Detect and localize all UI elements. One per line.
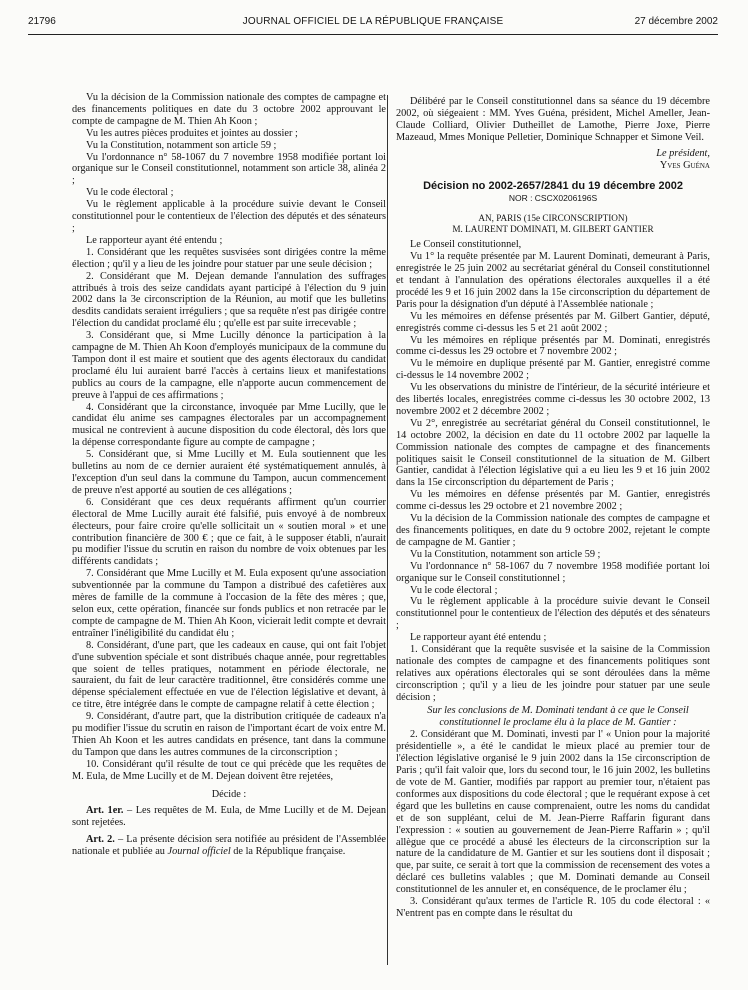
parties-heading: M. LAURENT DOMINATI, M. GILBERT GANTIER [452,224,654,235]
article-1-label: Art. 1er. [86,805,124,817]
deliberation: Délibéré par le Conseil constitutionnel dans sa séance du 19 décembre 2002, où siégeaient : MM. Yves Guéna, président, Michel Ameller, Jean-Claude Colliard, Olivier Dutheillet de Lamothe, Pierre Joxe, Pierre Mazeaud, Mmes Monique Pelletier, Dominique Schnapper et Simone Veil. [396,96,710,143]
article-2 [72,834,386,858]
paragraph: 4. Considérant que la circonstance, invoquée par Mme Lucilly, que le candidat élu anime ses campagnes électorales par un accompagnement musical ne contrevient à aucune disposition du code électoral, dès lors que la dépense correspondante figure au compte de campagne ; [72,401,386,449]
paragraph: Vu l'ordonnance n° 58-1067 du 7 novembre 1958 modifiée portant loi organique sur le Conseil constitutionnel ; [396,560,710,584]
paragraph: Vu les observations du ministre de l'intérieur, de la sécurité intérieure et des libertés locales, enregistrées comme ci-dessus les 30 octobre 2002, 13 novembre 2002 et 2 décembre 2002 ; [396,382,710,417]
decide-heading: Décide : [211,788,247,800]
decision-title: Décision no 2002-2657/2841 du 19 décembre 2002 [423,180,683,193]
page-number: 21796 [28,16,56,27]
article-2-text-a: – La présente décision sera notifiée au président de l'Assemblée nationale et publiée au [72,834,386,858]
paragraph: 10. Considérant qu'il résulte de tout ce qui précède que les requêtes de M. Eula, de Mme Lucilly et de M. Dejean doivent être rejetées, [72,758,386,782]
paragraph: 3. Considérant qu'aux termes de l'article R. 105 du code électoral : « N'entrent pas en compte dans le résultat du [396,896,710,919]
header-rule [28,34,718,35]
paragraph: Le rapporteur ayant été entendu ; [86,234,223,246]
paragraph: Vu le code électoral ; [410,584,498,596]
article-2-label: Art. 2. [86,834,115,846]
paragraph: Vu 1° la requête présentée par M. Laurent Dominati, demeurant à Paris, enregistrée le 25 juin 2002 au secrétariat général du Conseil constitutionnel et tendant à l'annulation des opérations électorales auxquelles il a été procédé les 9 et 16 juin 2002 dans la 15e circonscription du département de Paris pour la désignation d'un député à l'Assemblée nationale ; [396,251,710,310]
paragraph: Vu le règlement applicable à la procédure suivie devant le Conseil constitutionnel pour le contentieux de l'élection des députés et des sénateurs ; [72,199,386,234]
article-1 [72,805,386,829]
paragraph: Vu la Constitution, notamment son article 59 ; [86,139,277,151]
paragraph: 2. Considérant que M. Dominati, investi par l' « Union pour la majorité présidentielle », a été le candidat le mieux placé au premier tour de l'élection législative organisé le 9 juin 2002 dans la 15e circonscription de Paris ; qu'il fait valoir que, lors du second tour, le 16 juin 2002, les bulletins de vote de M. Gantier, modifiés par rapport au premier tour, n'étaient pas conformes aux dispositions du code électoral ; que le requérant expose à cet égard que les bulletins en cause comprenaient, outre les noms du candidat et de son suppléant, celui de M. Jean-Pierre Raffarin figurant dans l'expression : « soutien au gouvernement de Jean-Pierre Raffarin » ; qu'il allègue que ce procédé a abusé les électeurs de la circonscription sur la nature de la candidature de M. Gantier et sur les soutiens dont il disposait ; que, par suite, ce serait à tort que la commission de recensement des votes a déclaré ces bulletins valables ; que M. Dominati demande au Conseil constitutionnel de les annuler et, en conséquence, de le proclamer élu ; [396,729,710,896]
paragraph: Vu les mémoires en défense présentés par M. Gilbert Gantier, député, enregistrés comme ci-dessus les 5 et 21 août 2002 ; [396,310,710,334]
circonscription-heading: AN, PARIS (15e CIRCONSCRIPTION) [478,213,628,224]
nor-reference: NOR : CSCX0206196S [508,193,598,204]
paragraph: Vu le code électoral ; [86,187,174,199]
article-2-text-b: de la République française. [230,846,346,858]
paragraph: 5. Considérant que, si Mme Lucilly et M. Eula soutiennent que les bulletins au nom de ce dernier auraient été systématiquement annulés, à l'exception d'un seul dans la commune du Tampon, aucun commencement de preuve n'est apporté au soutien de ces allégations ; [72,449,386,496]
paragraph: 1. Considérant que la requête susvisée et la saisine de la Commission nationale des comptes de campagne et des financements politiques sont relatives aux opérations électorales qui se sont déroulées dans la même circonscription ; qu'il y a lieu de les joindre pour statuer par une seule décision ; [396,644,710,703]
column-divider [387,95,388,965]
paragraph: Vu le mémoire en duplique présenté par M. Gantier, enregistré comme ci-dessus le 14 novembre 2002 ; [396,358,710,382]
paragraph: Vu 2°, enregistrée au secrétariat général du Conseil constitutionnel, le 14 octobre 2002, la décision en date du 11 octobre 2002 par laquelle la Commission nationale des comptes de campagne et des financements politiques saisit le Conseil constitutionnel de la situation de M. Gilbert Gantier, candidat à l'élection législative qui a eu lieu les 9 et 16 juin 2002 dans la 15e circonscription du département de Paris ; [396,417,710,489]
journal-title: JOURNAL OFFICIEL DE LA RÉPUBLIQUE FRANÇAISE [242,16,504,27]
issue-date: 27 décembre 2002 [634,16,718,27]
paragraph: 8. Considérant, d'une part, que les cadeaux en cause, qui ont fait l'objet d'une subvention spéciale et sont distribués chaque année, pour regrettables que soient de telles pratiques, notamment en période électorale, ne sauraient, du fait de leur caractère traditionnel, être considérés comme une dépense spécialement effectuée en vue de l'élection législative et devant, à ce titre, être intégrée dans le compte de campagne relatif à cette élection ; [72,639,386,711]
paragraph: Vu le règlement applicable à la procédure suivie devant le Conseil constitutionnel pour le contentieux de l'élection des députés et des sénateurs ; [396,596,710,632]
paragraph: Le rapporteur ayant été entendu ; [410,632,547,644]
right-column [396,96,710,920]
paragraph: Vu les mémoires en défense présentés par M. Gantier, enregistrés comme ci-dessus les 29 octobre et 21 novembre 2002 ; [396,489,710,513]
paragraph: Vu la décision de la Commission nationale des comptes de campagne et des financements politiques en date du 3 octobre 2002 approuvant le compte de campagne de M. Thien Ah Koon ; [72,92,386,127]
paragraph: 7. Considérant que Mme Lucilly et M. Eula exposent qu'une association subventionnée par la commune du Tampon a distribué des cafetières aux mères de famille de la commune à l'occasion de la fête des mères ; que, selon eux, cette opération, financée sur fonds publics et non retracée par le compte de campagne de M. Thien Ah Koon, vicierait ledit compte et devrait entraîner l'inéligibilité du candidat élu ; [72,568,386,639]
paragraph: Vu la décision de la Commission nationale des comptes de campagne et des financements politiques, en date du 9 octobre 2002, rejetant le compte de campagne de M. Gantier ; [396,513,710,548]
left-column [72,92,386,858]
paragraph: 2. Considérant que M. Dejean demande l'annulation des suffrages attribués à trois des seize candidats ayant participé à l'élection du 9 juin 2002 dans la 3e circonscription de la Réunion, au motif que les bulletins desdits candidats seraient irréguliers ; que sa requête n'est pas dirigée contre l'élection du candidat proclamé élu ; qu'elle est par suite irrecevable ; [72,270,386,330]
paragraph: Vu les autres pièces produites et jointes au dossier ; [86,127,298,139]
article-2-journal: Journal officiel [167,846,231,858]
paragraph: Vu la Constitution, notamment son article 59 ; [410,548,601,560]
paragraph: Vu les mémoires en réplique présentés par M. Dominati, enregistrés comme ci-dessus les 29 octobre et 7 novembre 2002 ; [396,334,710,358]
paragraph: 1. Considérant que les requêtes susvisées sont dirigées contre la même élection ; qu'il y a lieu de les joindre pour statuer par une seule décision ; [72,246,386,270]
paragraph: 3. Considérant que, si Mme Lucilly dénonce la participation à la campagne de M. Thien Ah Koon d'employés municipaux de la commune du Tampon dont il est maire et soutient que des agents électoraux du candidat proclamé élu lui auraient barré l'accès à certains lieux et manifestations publics au cours de la campagne, elle n'apporte aucun commencement de preuve à l'appui de ces affirmations ; [72,330,386,401]
signature-title: Le président, [656,147,710,159]
section-subheading: Sur les conclusions de M. Dominati tendant à ce que le Conseil constitutionnel le proclame élu à la place de M. Gantier : [427,704,689,728]
paragraph: Le Conseil constitutionnel, [410,239,522,251]
article-1-text: – Les requêtes de M. Eula, de Mme Lucilly et de M. Dejean sont rejetées. [72,805,386,829]
paragraph: 9. Considérant, d'autre part, que la distribution critiquée de cadeaux n'a pu modifier l'issue du scrutin en raison de l'important écart de voix entre M. Thien Ah Koon et les autres candidats en présence, tant dans la commune du Tampon que dans les autres communes de la circonscription ; [72,711,386,758]
paragraph: Vu l'ordonnance n° 58-1067 du 7 novembre 1958 modifiée portant loi organique sur le Conseil constitutionnel, notamment son article 38, alinéa 2 ; [72,151,386,187]
page-header [28,16,718,34]
paragraph: 6. Considérant que ces deux requérants affirment qu'un courrier électoral de Mme Lucilly aurait été falsifié, puis envoyé à de nombreux électeurs, pour faire croire qu'elle sollicitait un « soutien moral » et une contribution financière de 300 € ; que ce fait, à le supposer établi, n'aurait pu modifier l'issue du scrutin en raison du nombre de voix obtenues par les différents candidats ; [72,496,386,568]
signature-name: Yves Guéna [659,159,710,171]
